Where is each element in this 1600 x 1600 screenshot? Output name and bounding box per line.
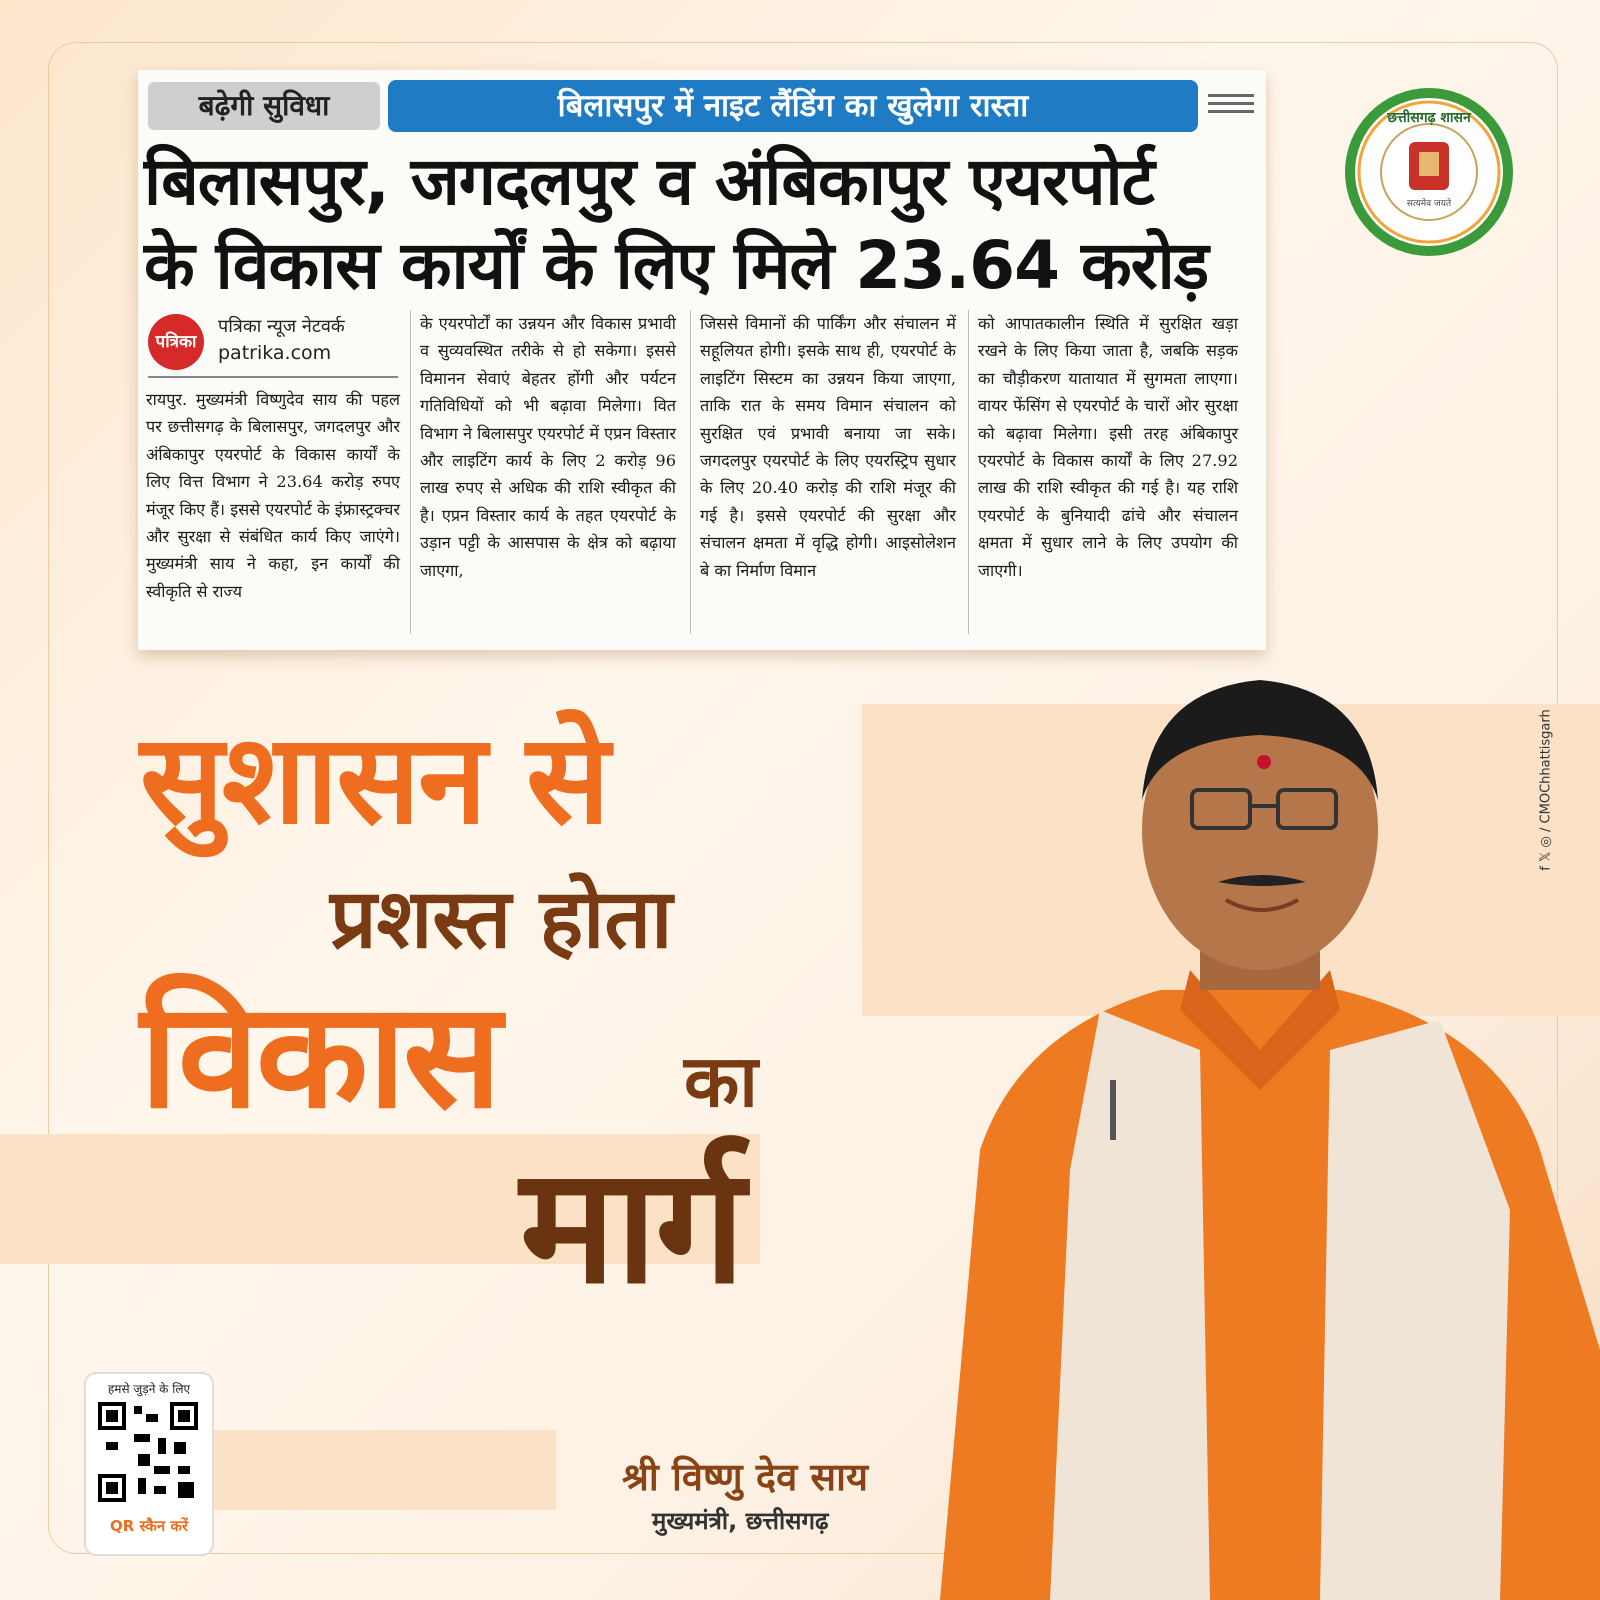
article-column-2: के एयरपोर्टों का उन्नयन और विकास प्रभावी व सुव्यवस्थित तरीके से हो सकेगा। इससे विमानन सेवाएं बेहतर होंगी और पर्यटन गतिविधियों को भी बढ़ावा मिलेगा। वित विभाग ने बिलासपुर एयरपोर्ट में एप्रन विस्तार और लाइटिंग कार्य के लिए 2 करोड़ 96 लाख रुपए से अधिक की राशि स्वीकृत की है। एप्रन विस्तार कार्य के तहत एयरपोर्ट के उड़ान पट्टी के आसपास के क्षेत्र को बढ़ाया जाएगा,	[420, 314, 676, 580]
source-name: पत्रिका न्यूज नेटवर्क	[218, 316, 345, 337]
chhattisgarh-emblem	[1343, 86, 1515, 258]
chief-minister-portrait	[900, 650, 1600, 1600]
patrika-logo: पत्रिका	[148, 314, 204, 370]
slogan-line-4: का	[684, 1039, 758, 1123]
source-url: patrika.com	[218, 342, 332, 364]
person-designation: मुख्यमंत्री, छत्तीसगढ़	[652, 1507, 829, 1535]
strap-lines-decor	[1208, 94, 1254, 118]
byline	[148, 310, 406, 370]
clipping-headline	[144, 140, 1264, 308]
newspaper-clipping	[138, 70, 1266, 650]
qr-caption-top: हमसे जुड़ने के लिए	[107, 1382, 191, 1396]
emblem-motto: सत्यमेव जयते	[1406, 199, 1452, 209]
qr-code-icon[interactable]	[98, 1402, 198, 1502]
column-rule	[968, 310, 969, 634]
article-column-1: रायपुर. मुख्यमंत्री विष्णुदेव साय की पहल पर छत्तीसगढ़ के बिलासपुर, जगदलपुर और अंबिकापुर एयरपोर्ट के विकास कार्यों के लिए वित्त विभाग ने 23.64 करोड़ रुपए मंजूर किए हैं। इससे एयरपोर्ट के इंफ्रास्ट्रक्चर और सुरक्षा से संबंधित कार्य किए जाएंगे। मुख्यमंत्री साय ने कहा, इन कार्यों की स्वीकृति से राज्य	[146, 390, 400, 601]
clipping-strap: बिलासपुर में नाइट लैंडिंग का खुलेगा रास्ता	[388, 80, 1198, 132]
headline-line-2: के विकास कार्यों के लिए मिले 23.64 करोड़	[144, 227, 1209, 304]
column-rule	[410, 310, 411, 634]
headline-line-1: बिलासपुर, जगदलपुर व अंबिकापुर एयरपोर्ट	[144, 143, 1154, 220]
slogan-line-2: प्रशस्त होता	[330, 872, 673, 967]
clipping-kicker: बढ़ेगी सुविधा	[148, 82, 380, 130]
article-column-3: जिससे विमानों की पार्किंग और संचालन में सहूलियत होगी। इसके साथ ही, एयरपोर्ट के लाइटिंग सिस्टम का उन्नयन किया जाएगा, ताकि रात के समय विमान संचालन को सुरक्षित एवं प्रभावी बनाया जा सके। जगदलपुर एयरपोर्ट के लिए एयरस्ट्रिप सुधार के लिए 20.40 करोड़ की राशि मंजूर की गई है। इससे एयरपोर्ट की सुरक्षा और संचालन क्षमता में वृद्धि होगी। आइसोलेशन बे का निर्माण विमान	[700, 314, 956, 580]
decor-band-bottom	[210, 1430, 556, 1510]
emblem-title: छत्तीसगढ़ शासन	[1387, 110, 1471, 126]
qr-caption-bottom: QR स्कैन करें	[109, 1517, 189, 1535]
slogan-line-3: विकास	[140, 971, 499, 1141]
social-handle	[1526, 680, 1566, 900]
slogan-line-5: मार्ग	[520, 1132, 744, 1319]
article-column-4: को आपातकालीन स्थिति में सुरक्षित खड़ा रखने के लिए किया जाता है, जबकि सड़क का चौड़ीकरण यातायात में सुगमता लाएगा। वायर फेंसिंग से एयरपोर्ट के चारों ओर सुरक्षा को बढ़ावा मिलेगा। इसी तरह अंबिकापुर एयरपोर्ट के विकास कार्यों के लिए 27.92 लाख की राशि स्वीकृत की गई है। यह राशि एयरपोर्ट के बुनियादी ढांचे और संचालन क्षमता में सुधार लाने के लिए उपयोग की जाएगी।	[978, 314, 1238, 580]
person-name: श्री विष्णु देव साय	[622, 1455, 868, 1499]
qr-card[interactable]	[84, 1372, 214, 1556]
slogan-line-1: सुशासन से	[140, 708, 608, 852]
column-rule	[690, 310, 691, 634]
byline-rule	[148, 376, 398, 378]
social-handle-text: f 𝕏 ◎ / CMOChhattisgarh	[1538, 709, 1554, 871]
